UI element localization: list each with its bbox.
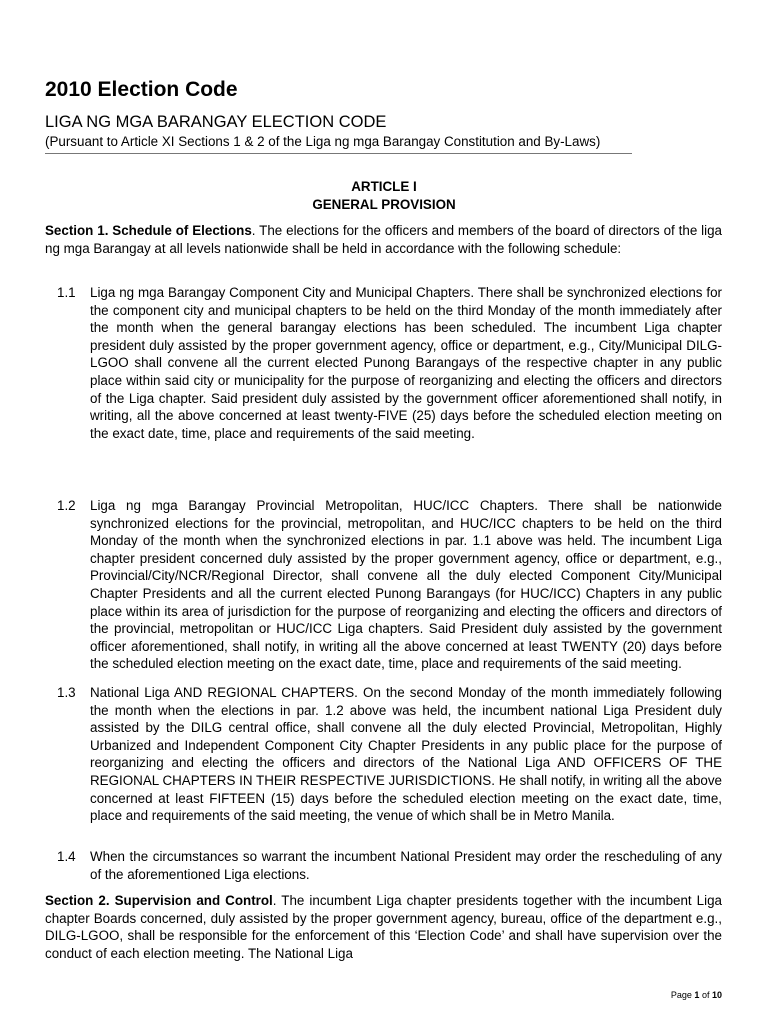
of-word: of xyxy=(701,990,710,1000)
section-2-body: . The incumbent Liga chapter presidents together with the incumbent Liga chapter Boards concerned, duly assisted by the proper government agency, bureau, office of the department e.g., DILG-LGOO, shall be responsible for the enforcement of this ‘Election Code’ and shall have supervision over the conduct of each election meeting. The National Liga xyxy=(45,893,723,961)
list-item-number: 1.3 xyxy=(57,685,76,700)
list-item xyxy=(45,684,722,825)
list-item xyxy=(45,848,722,883)
section-1-heading: Section 1. Schedule of Elections xyxy=(45,223,252,238)
list-item-number: 1.1 xyxy=(57,285,76,300)
list-item-text: Liga ng mga Barangay Provincial Metropolitan, HUC/ICC Chapters. There shall be nationwide synchronized elections for the provincial, metropolitan, and HUC/ICC chapters to be held on the third Monday of the month when the synchronized elections in par. 1.1 above was held. The incumbent Liga chapter president concerned duly assisted by the proper government agency, office or department, e.g., Provincial/City/NCR/Regional Director, shall convene all the duly elected Component City/Municipal Chapter Presidents and all the current elected Punong Barangays (for HUC/ICC) Chapters in any public place within its area of jurisdiction for the purpose of reorganizing and electing the officers and directors of the provincial, metropolitan or HUC/ICC Liga chapters. Said President duly assisted by the government officer aforementioned, shall notify, in writing all the above concerned at least TWENTY (20) days before the scheduled election meeting on the exact date, time, place and requirements of the said meeting. xyxy=(90,498,722,672)
document-note: (Pursuant to Article XI Sections 1 & 2 of the Liga ng mga Barangay Constitution and By-Laws) xyxy=(45,134,601,149)
page-current: 1 xyxy=(694,990,700,1000)
article-title: GENERAL PROVISION xyxy=(312,197,456,212)
list-item xyxy=(45,497,722,673)
article-number: ARTICLE I xyxy=(351,179,417,194)
list-item-text: Liga ng mga Barangay Component City and Municipal Chapters. There shall be synchronized elections for the component city and municipal chapters to be held on the third Monday of the month immediately after the month when the general barangay elections has been scheduled. The incumbent Liga chapter president duly assisted by the proper government agency, office or department, e.g., City/Municipal DILG-LGOO shall convene all the current elected Punong Barangays of the respective chapter in any public place within said city or municipality for the purpose of reorganizing and electing the officers and directors of the Liga chapter. Said president duly assisted by the government officer aforementioned shall notify, in writing, all the above concerned at least twenty-FIVE (25) days before the scheduled election meeting on the exact date, time, place and requirements of the said meeting. xyxy=(90,285,722,441)
document-subtitle: LIGA NG MGA BARANGAY ELECTION CODE xyxy=(45,113,387,131)
list-item-text: When the circumstances so warrant the incumbent National President may order the rescheduling of any of the aforementioned Liga elections. xyxy=(90,849,722,882)
header-divider xyxy=(45,153,632,154)
list-item-number: 1.2 xyxy=(57,498,76,513)
document-title: 2010 Election Code xyxy=(45,78,238,101)
page-word: Page xyxy=(670,990,692,1000)
page-number-footer xyxy=(671,990,722,1000)
list-item-number: 1.4 xyxy=(57,849,76,864)
section-2-heading: Section 2. Supervision and Control xyxy=(45,893,273,908)
section-1-paragraph xyxy=(45,222,722,257)
section-1-body: . The elections for the officers and members of the board of directors of the liga ng mga Barangay at all levels nationwide shall be held in accordance with the following schedule: xyxy=(45,223,722,256)
page-total: 10 xyxy=(711,990,722,1000)
list-item-text: National Liga AND REGIONAL CHAPTERS. On the second Monday of the month immediately following the month when the elections in par. 1.2 above was held, the incumbent national Liga President duly assisted by the DILG central office, shall convene all the duly elected Provincial, Metropolitan, Highly Urbanized and Independent Component City Chapter Presidents in any public place for the purpose of reorganizing and electing the officers and directors of the National Liga AND OFFICERS OF THE REGIONAL CHAPTERS IN THEIR RESPECTIVE JURISDICTIONS. He shall notify, in writing all the above concerned at least FIFTEEN (15) days before the scheduled election meeting on the exact date, time, place and requirements of the said meeting, the venue of which shall be in Metro Manila. xyxy=(90,685,722,824)
section-2-paragraph xyxy=(45,892,722,962)
list-item xyxy=(45,284,722,442)
